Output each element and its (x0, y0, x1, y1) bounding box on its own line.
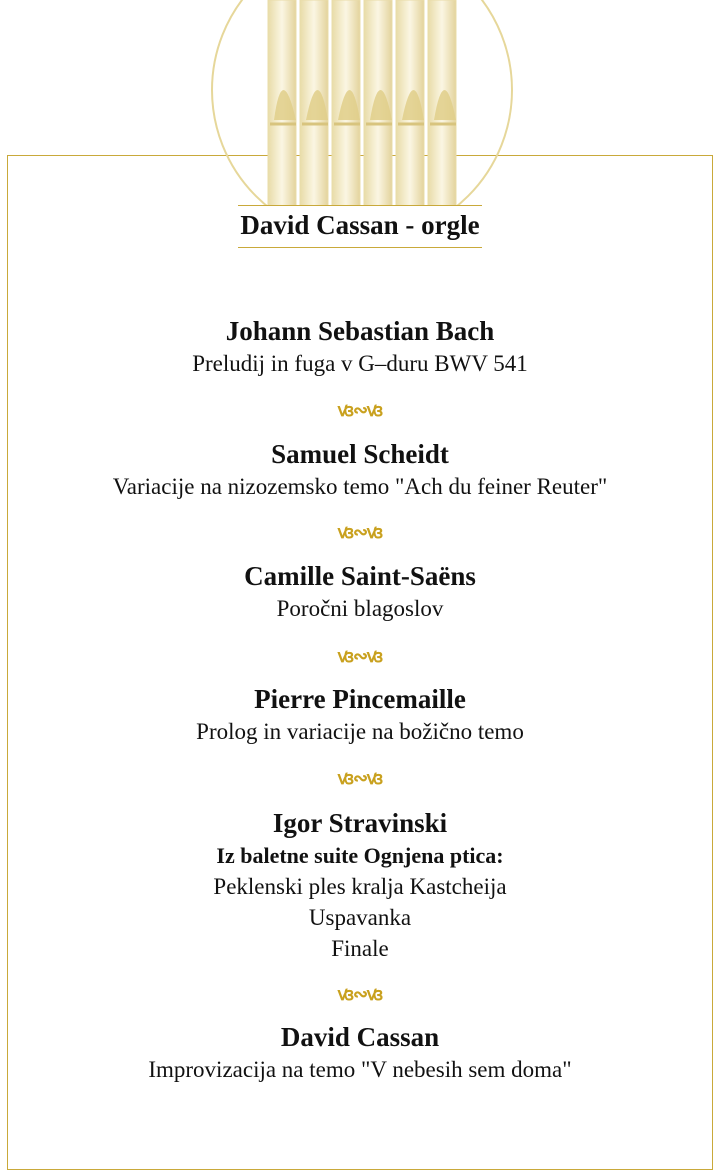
work-title: Preludij in fuga v G–duru BWV 541 (192, 351, 528, 376)
work-title: Improvizacija na temo "V nebesih sem doma" (148, 1057, 572, 1082)
organ-pipes-icon (208, 0, 516, 222)
header (0, 205, 720, 248)
work-title: Poročni blagoslov (276, 596, 444, 621)
composer-name: Samuel Scheidt (271, 439, 449, 469)
work-title: Uspavanka (308, 905, 412, 930)
program-item (0, 806, 720, 964)
program-item (0, 559, 720, 624)
page-title: David Cassan - orgle (238, 205, 481, 248)
ornament-divider-icon: ꟃ∾ꟃ (337, 522, 383, 542)
program-item (0, 314, 720, 379)
composer-name: Camille Saint-Saëns (244, 561, 476, 591)
composer-name: David Cassan (280, 1022, 440, 1052)
composer-name: Johann Sebastian Bach (225, 316, 495, 346)
composer-name: Pierre Pincemaille (254, 684, 466, 714)
work-title: Prolog in variacije na božično temo (196, 719, 524, 744)
program-item (0, 1020, 720, 1085)
ornament-divider-icon: ꟃ∾ꟃ (337, 646, 383, 666)
ornament-divider-icon: ꟃ∾ꟃ (337, 400, 383, 420)
ornament-divider-icon: ꟃ∾ꟃ (337, 984, 383, 1004)
composer-name: Igor Stravinski (272, 808, 448, 838)
work-title: Peklenski ples kralja Kastcheija (213, 874, 507, 899)
work-subtitle: Iz baletne suite Ognjena ptica: (216, 843, 504, 868)
program-item (0, 682, 720, 747)
program-item (0, 437, 720, 502)
work-title: Variacije na nizozemsko temo "Ach du feiner Reuter" (112, 474, 608, 499)
work-title: Finale (331, 936, 389, 961)
ornament-divider-icon: ꟃ∾ꟃ (337, 768, 383, 788)
